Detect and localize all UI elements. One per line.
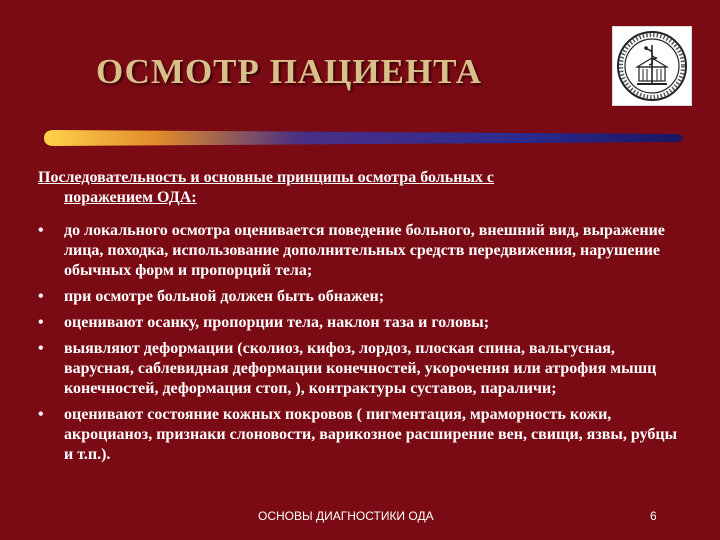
bullet-icon: • <box>38 406 44 423</box>
bullet-icon: • <box>38 314 44 331</box>
intro-line-2: поражением ОДА: <box>64 189 197 206</box>
list-item-text: при осмотре больной должен быть обнажен; <box>64 288 385 305</box>
list-item <box>38 221 688 281</box>
intro-line-1: Последовательность и основные принципы осмотра больных с <box>38 169 495 186</box>
bullet-icon: • <box>38 340 44 357</box>
footer-title: ОСНОВЫ ДИАГНОСТИКИ ОДА <box>258 509 434 523</box>
list-item <box>38 339 688 399</box>
list-item-text: выявляют деформации (сколиоз, кифоз, лордоз, плоская спина, вальгусная, варусная, саблевидная деформации конечностей, укорочения или атрофия мышц конечностей, деформация стоп, ), контрактуры суставов, параличи; <box>64 340 657 397</box>
list-item-text: оценивают состояние кожных покровов ( пигментация, мраморность кожи, акроцианоз, признаки слоновости, варикозное расширение вен, свищи, язвы, рубцы и т.п.). <box>64 406 678 463</box>
title-divider <box>34 128 686 148</box>
bullet-icon: • <box>38 222 44 239</box>
list-item <box>38 287 688 307</box>
intro-heading <box>38 168 678 208</box>
list-item-text: оценивают осанку, пропорции тела, наклон таза и головы; <box>64 314 490 331</box>
list-item-text: до локального осмотра оценивается поведение больного, внешний вид, выражение лица, походка, использование дополнительных средств передвижения, нарушение обычных форм и пропорций тела; <box>64 222 665 279</box>
slide-title: ОСМОТР ПАЦИЕНТА <box>96 52 483 91</box>
list-item <box>38 405 688 465</box>
bullet-icon: • <box>38 288 44 305</box>
university-emblem-icon <box>612 26 692 106</box>
principles-list <box>38 221 688 471</box>
list-item <box>38 313 688 333</box>
page-number: 6 <box>650 509 657 523</box>
